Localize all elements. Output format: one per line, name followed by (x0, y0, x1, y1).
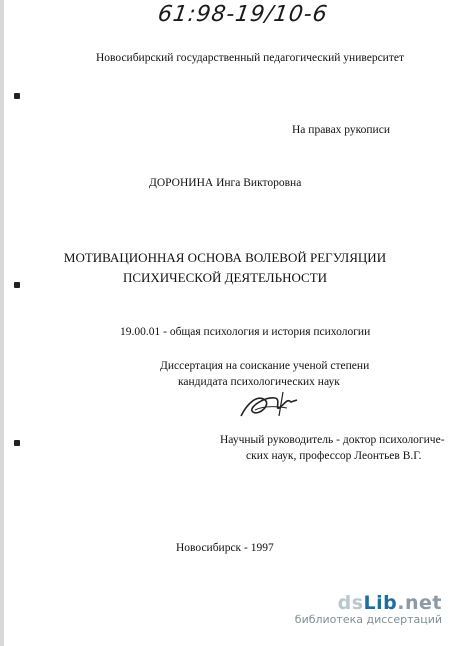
scan-edge (0, 0, 4, 646)
watermark-brand: dsLib.net (337, 592, 442, 614)
supervisor-line-2: ских наук, профессор Леонтьев В.Г. (246, 450, 422, 462)
supervisor-line-1: Научный руководитель - доктор психологиче- (220, 434, 445, 446)
degree-line-1: Диссертация на соискание ученой степени (160, 360, 370, 372)
university-name: Новосибирский государственный педагогический университет (96, 52, 404, 64)
rights-note: На правах рукописи (292, 124, 390, 136)
archive-stamp: 61:98-19/10-6 (156, 2, 330, 27)
specialty: 19.00.01 - общая психология и история психологии (120, 326, 371, 338)
author-name: ДОРОНИНА Инга Викторовна (149, 177, 302, 189)
watermark-subtitle: библиотека диссертаций (294, 613, 442, 626)
dslib-watermark (295, 592, 442, 626)
city-year: Новосибирск - 1997 (176, 542, 274, 554)
signature (235, 386, 305, 426)
title-line-2: ПСИХИЧЕСКОЙ ДЕЯТЕЛЬНОСТИ (122, 270, 328, 285)
degree-line-2: кандидата психологических наук (178, 376, 340, 388)
title-line-1: МОТИВАЦИОННАЯ ОСНОВА ВОЛЕВОЙ РЕГУЛЯЦИИ (63, 250, 387, 265)
binder-hole (14, 440, 20, 446)
binder-hole (14, 93, 20, 99)
